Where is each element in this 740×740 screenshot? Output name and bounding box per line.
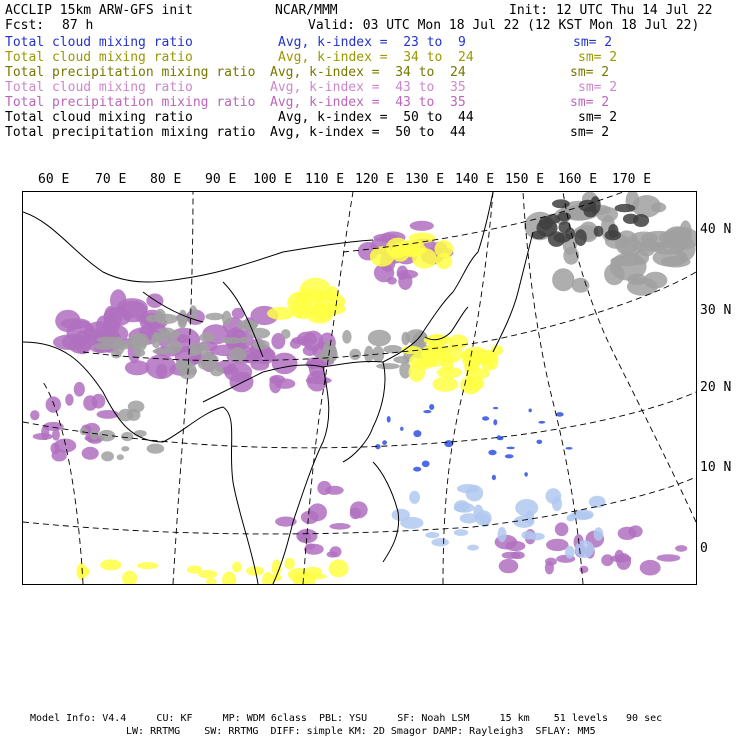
field-shading xyxy=(342,330,351,344)
field-shading xyxy=(199,333,215,343)
field-shading xyxy=(565,447,572,450)
field-shading xyxy=(651,202,666,212)
latitude-label: 40 N xyxy=(700,222,732,237)
field-description: Avg, k-index = 34 to 24 xyxy=(278,50,474,65)
field-shading xyxy=(463,351,475,361)
field-shading xyxy=(400,427,403,431)
field-shading xyxy=(657,554,681,561)
field-shading xyxy=(437,367,463,378)
field-shading xyxy=(436,253,452,269)
field-shading xyxy=(423,410,431,413)
longitude-label: 60 E xyxy=(38,172,70,187)
latitude-label: 20 N xyxy=(700,380,732,395)
field-shading xyxy=(493,419,497,425)
field-shading xyxy=(171,330,179,339)
field-shading xyxy=(325,486,344,495)
longitude-label: 150 E xyxy=(505,172,545,187)
field-shading xyxy=(125,360,150,375)
field-shading xyxy=(327,551,338,557)
field-smoothing: sm= 2 xyxy=(570,125,610,140)
field-shading xyxy=(641,231,678,248)
weather-map xyxy=(22,191,697,585)
field-shading xyxy=(30,410,39,420)
field-shading xyxy=(410,221,434,231)
field-shading xyxy=(554,233,571,243)
field-shading xyxy=(151,332,161,348)
field-smoothing: sm= 2 xyxy=(578,80,618,95)
field-shading xyxy=(506,447,515,450)
field-shading xyxy=(65,394,73,406)
model-info-line1: Model Info: V4.4 CU: KF MP: WDM 6class PBL: YSU SF: Noah LSM 15 km 51 levels 90 sec xyxy=(30,713,663,724)
field-smoothing: sm= 2 xyxy=(578,50,618,65)
field-description: Avg, k-index = 50 to 44 xyxy=(270,125,466,140)
field-shading xyxy=(545,215,561,224)
field-shading xyxy=(505,454,514,458)
field-shading xyxy=(252,340,269,350)
longitude-label: 120 E xyxy=(355,172,395,187)
field-shading xyxy=(77,567,90,577)
field-shading xyxy=(370,246,395,266)
field-shading xyxy=(679,220,692,246)
field-shading xyxy=(422,461,430,468)
field-shading xyxy=(627,278,658,296)
field-shading xyxy=(538,421,545,424)
field-shading xyxy=(121,432,133,441)
field-shading xyxy=(536,440,542,444)
field-shading xyxy=(464,362,477,370)
field-smoothing: sm= 2 xyxy=(573,35,613,50)
field-shading xyxy=(589,496,606,508)
field-shading xyxy=(620,237,642,256)
field-shading xyxy=(474,350,497,365)
field-shading xyxy=(499,559,519,573)
field-shading xyxy=(281,329,291,339)
field-name: Total precipitation mixing ratio xyxy=(5,95,256,110)
field-shading xyxy=(284,558,294,570)
field-shading xyxy=(288,568,309,582)
init-time: Init: 12 UTC Thu 14 Jul 22 xyxy=(509,3,713,18)
field-shading xyxy=(368,330,391,347)
field-shading xyxy=(100,559,121,570)
field-shading xyxy=(493,407,498,409)
field-shading xyxy=(94,342,117,349)
field-description: Avg, k-index = 23 to 9 xyxy=(278,35,466,50)
field-shading xyxy=(444,440,453,447)
field-name: Total precipitation mixing ratio xyxy=(5,65,256,80)
field-shading xyxy=(545,561,554,574)
field-shading xyxy=(610,255,643,266)
field-shading xyxy=(50,443,59,454)
field-shading xyxy=(329,523,350,530)
field-shading xyxy=(552,268,574,291)
field-shading xyxy=(178,310,187,327)
field-shading xyxy=(329,560,349,578)
field-shading xyxy=(552,496,562,511)
field-shading xyxy=(304,544,324,555)
field-shading xyxy=(633,214,649,227)
field-shading xyxy=(376,363,400,369)
field-name: Total cloud mixing ratio xyxy=(5,80,193,95)
field-shading xyxy=(413,467,421,472)
field-shading xyxy=(505,541,525,551)
model-info-line2: LW: RRTMG SW: RRTMG DIFF: simple KM: 2D Smagor DAMP: Rayleigh3 SFLAY: MM5 xyxy=(126,726,596,737)
field-shading xyxy=(117,454,124,460)
field-shading xyxy=(529,533,545,541)
field-shading xyxy=(80,428,88,436)
field-shading xyxy=(454,529,469,536)
field-shading xyxy=(262,572,274,584)
longitude-label: 170 E xyxy=(612,172,652,187)
field-shading xyxy=(122,571,137,584)
field-shading xyxy=(594,527,604,541)
field-shading xyxy=(615,204,636,212)
field-shading xyxy=(661,256,691,268)
field-shading xyxy=(187,566,202,574)
field-shading xyxy=(97,337,120,343)
field-shading xyxy=(594,226,604,237)
latitude-label: 0 xyxy=(700,541,708,556)
fcst-label: Fcst: xyxy=(5,18,45,33)
latitude-label: 10 N xyxy=(700,460,732,475)
field-shading xyxy=(524,472,528,477)
field-shading xyxy=(467,545,479,551)
field-shading xyxy=(90,430,98,441)
longitude-label: 140 E xyxy=(455,172,495,187)
field-shading xyxy=(295,290,327,301)
field-shading xyxy=(431,538,449,546)
field-shading xyxy=(546,539,569,551)
field-shading xyxy=(275,379,296,389)
field-shading xyxy=(640,560,661,576)
longitude-label: 130 E xyxy=(405,172,445,187)
latitude-label: 30 N xyxy=(700,303,732,318)
field-shading xyxy=(565,546,575,559)
field-shading xyxy=(121,446,129,451)
model-title: ACCLIP 15km ARW-GFS init xyxy=(5,3,193,18)
field-description: Avg, k-index = 43 to 35 xyxy=(270,80,466,95)
field-shading xyxy=(52,429,60,440)
field-shading xyxy=(314,307,328,316)
field-shading xyxy=(575,229,587,246)
field-shading xyxy=(433,377,458,392)
longitude-label: 80 E xyxy=(150,172,182,187)
longitude-label: 70 E xyxy=(95,172,127,187)
field-shading xyxy=(502,552,521,559)
longitude-label: 90 E xyxy=(205,172,237,187)
field-shading xyxy=(292,299,303,319)
field-shading xyxy=(482,416,489,420)
center-label: NCAR/MMM xyxy=(275,3,338,18)
field-shading xyxy=(466,485,484,501)
map-canvas xyxy=(23,192,696,584)
field-shading xyxy=(33,433,53,440)
field-shading xyxy=(579,566,588,573)
field-shading xyxy=(156,364,167,378)
field-shading xyxy=(147,444,165,454)
field-description: Avg, k-index = 50 to 44 xyxy=(278,110,474,125)
field-shading xyxy=(182,367,197,375)
field-shading xyxy=(349,349,361,360)
field-shading xyxy=(409,491,420,504)
field-shading xyxy=(384,345,403,353)
valid-time: Valid: 03 UTC Mon 18 Jul 22 (12 KST Mon 18 Jul 22) xyxy=(308,18,700,33)
longitude-label: 160 E xyxy=(558,172,598,187)
field-description: Avg, k-index = 34 to 24 xyxy=(270,65,466,80)
field-shading xyxy=(498,527,507,542)
field-smoothing: sm= 2 xyxy=(570,65,610,80)
field-shading xyxy=(413,430,421,437)
field-name: Total cloud mixing ratio xyxy=(5,50,193,65)
field-shading xyxy=(605,230,621,240)
field-shading xyxy=(155,314,178,324)
field-name: Total cloud mixing ratio xyxy=(5,110,193,125)
field-shading xyxy=(229,347,247,362)
field-shading xyxy=(222,572,236,585)
longitude-label: 100 E xyxy=(253,172,293,187)
field-shading xyxy=(575,540,594,558)
field-shading xyxy=(488,450,496,455)
field-shading xyxy=(616,553,631,570)
field-shading xyxy=(207,355,218,365)
field-shading xyxy=(675,545,687,552)
field-smoothing: sm= 2 xyxy=(578,110,618,125)
field-shading xyxy=(454,503,475,513)
field-shading xyxy=(165,340,182,354)
field-shading xyxy=(83,395,97,410)
field-shading xyxy=(449,335,468,350)
field-shading xyxy=(392,509,410,521)
field-shading xyxy=(555,522,569,536)
field-shading xyxy=(221,337,242,344)
field-shading xyxy=(425,532,439,538)
field-shading xyxy=(205,313,224,321)
field-shading xyxy=(318,353,337,360)
field-shading xyxy=(427,334,446,349)
field-shading xyxy=(628,525,642,537)
field-shading xyxy=(74,382,85,397)
field-shading xyxy=(492,475,496,480)
longitude-label: 110 E xyxy=(305,172,345,187)
field-shading xyxy=(115,342,131,350)
field-shading xyxy=(579,200,597,212)
field-shading xyxy=(82,447,99,460)
field-shading xyxy=(382,440,387,445)
field-shading xyxy=(429,404,434,410)
field-description: Avg, k-index = 43 to 35 xyxy=(270,95,466,110)
field-shading xyxy=(55,310,80,332)
field-shading xyxy=(556,412,564,417)
field-shading xyxy=(552,199,570,208)
field-shading xyxy=(232,562,242,573)
field-shading xyxy=(308,503,327,521)
fcst-value: 87 h xyxy=(62,18,94,33)
field-shading xyxy=(350,508,361,520)
field-shading xyxy=(401,240,424,247)
field-shading xyxy=(46,396,61,412)
field-shading xyxy=(137,562,158,569)
field-shading xyxy=(303,331,324,351)
field-shading xyxy=(134,430,147,437)
field-name: Total cloud mixing ratio xyxy=(5,35,193,50)
field-name: Total precipitation mixing ratio xyxy=(5,125,256,140)
field-shading xyxy=(473,505,483,519)
field-smoothing: sm= 2 xyxy=(570,95,610,110)
field-shading xyxy=(515,499,538,517)
field-shading xyxy=(206,578,217,584)
field-shading xyxy=(253,347,276,364)
field-shading xyxy=(118,409,133,422)
field-shading xyxy=(397,266,408,280)
field-shading xyxy=(529,409,532,413)
field-shading xyxy=(101,451,114,461)
field-shading xyxy=(240,337,250,343)
field-shading xyxy=(133,349,145,357)
field-shading xyxy=(387,416,391,423)
